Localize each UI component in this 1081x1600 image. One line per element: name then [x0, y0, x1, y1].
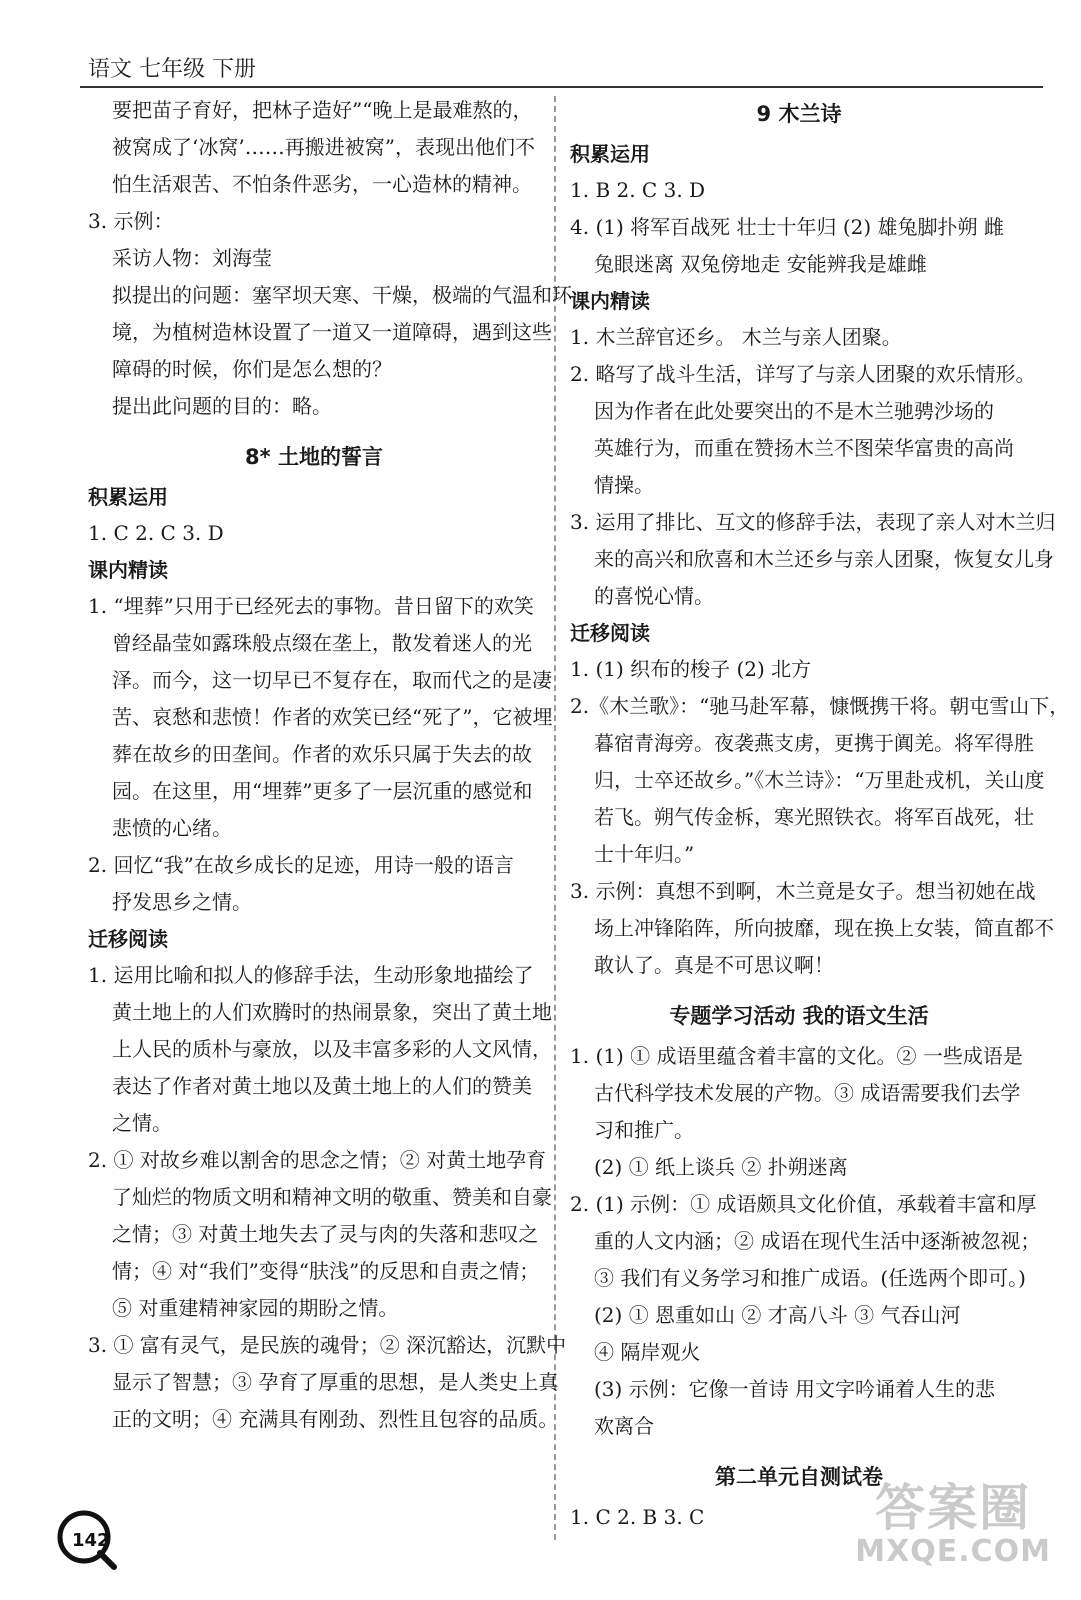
text-line: 2. ① 对故乡难以割舍的思念之情；② 对黄土地孕育 — [88, 1148, 547, 1172]
text-line: 场上冲锋陷阵，所向披靡，现在换上女装，简直都不 — [594, 916, 1054, 940]
right-column — [570, 92, 1070, 1536]
section-heading: 积累运用 — [88, 485, 168, 509]
text-line: 1. (1) 织布的梭子 (2) 北方 — [570, 657, 812, 681]
text-line: (3) 示例：它像一首诗 用文字吟诵着人生的悲 — [594, 1377, 996, 1401]
text-line: 境，为植树造林设置了一道又一道障碍，遇到这些 — [112, 320, 552, 344]
header-rule — [80, 86, 1043, 88]
text-line: 3. 示例： — [88, 209, 174, 233]
section-heading: 迁移阅读 — [570, 621, 650, 645]
text-line: 表达了作者对黄土地以及黄土地上的人们的赞美 — [112, 1074, 532, 1098]
text-line: 1. “埋葬”只用于已经死去的事物。昔日留下的欢笑 — [88, 594, 534, 618]
text-line: 显示了智慧；③ 孕育了厚重的思想，是人类史上真 — [112, 1370, 559, 1394]
text-line: 1. 木兰辞官还乡。 木兰与亲人团聚。 — [570, 325, 902, 349]
text-line: 正的文明；④ 充满具有刚劲、烈性且包容的品质。 — [112, 1407, 559, 1431]
text-line: 园。在这里，用“埋葬”更多了一层沉重的感觉和 — [112, 779, 533, 803]
text-line: 归，士卒还故乡。”《木兰诗》：“万里赴戎机，关山度 — [594, 768, 1045, 792]
section-heading: 积累运用 — [570, 142, 650, 166]
text-line: 拟提出的问题：塞罕坝天寒、干燥，极端的气温和环 — [112, 283, 572, 307]
text-line: 因为作者在此处要突出的不是木兰驰骋沙场的 — [594, 399, 994, 423]
text-line: 黄土地上的人们欢腾时的热闹景象，突出了黄土地 — [112, 1000, 552, 1024]
section-heading: 课内精读 — [88, 558, 168, 582]
text-line: 士十年归。” — [594, 842, 695, 866]
text-line: 2. 略写了战斗生活，详写了与亲人团聚的欢乐情形。 — [570, 362, 1036, 386]
text-line: 1. C 2. B 3. C — [570, 1505, 705, 1529]
text-line: 古代科学技术发展的产物。③ 成语需要我们去学 — [594, 1081, 1021, 1105]
section-title: 专题学习活动 我的语文生活 — [669, 1004, 929, 1028]
text-line: 习和推广。 — [594, 1118, 694, 1142]
text-line: 葬在故乡的田垄间。作者的欢乐只属于失去的故 — [112, 742, 532, 766]
text-line: 障碍的时候，你们是怎么想的？ — [112, 357, 392, 381]
text-line: 悲愤的心绪。 — [112, 816, 232, 840]
text-line: 4. (1) 将军百战死 壮士十年归 (2) 雄兔脚扑朔 雌 — [570, 215, 1004, 239]
text-line: 要把苗子育好，把林子造好”“晚上是最难熬的， — [112, 98, 533, 122]
watermark-logo — [855, 1480, 1051, 1568]
text-line: 怕生活艰苦、不怕条件恶劣，一心造林的精神。 — [112, 172, 532, 196]
text-line: (2) ① 纸上谈兵 ② 扑朔迷离 — [594, 1155, 848, 1179]
text-line: 2. 回忆“我”在故乡成长的足迹，用诗一般的语言 — [88, 853, 514, 877]
page-header: 语文 七年级 下册 — [88, 57, 256, 82]
left-column — [88, 92, 572, 1438]
text-line: 泽。而今，这一切早已不复存在，取而代之的是凄 — [112, 668, 552, 692]
section-title: 第二单元自测试卷 — [715, 1465, 883, 1489]
watermark-top: 答案圈 — [875, 1479, 1032, 1537]
text-line: 情操。 — [594, 473, 654, 497]
section-heading: 课内精读 — [570, 289, 650, 313]
section-heading: 迁移阅读 — [88, 927, 168, 951]
text-line: 2. (1) 示例：① 成语颇具文化价值，承载着丰富和厚 — [570, 1192, 1037, 1216]
text-line: ⑤ 对重建精神家园的期盼之情。 — [112, 1296, 399, 1320]
text-line: 苦、哀愁和悲愤！作者的欢笑已经“死了”，它被埋 — [112, 705, 553, 729]
text-line: 情；④ 对“我们”变得“肤浅”的反思和自责之情； — [112, 1259, 540, 1283]
watermark-bottom: MXQE.COM — [855, 1534, 1051, 1569]
text-line: 曾经晶莹如露珠般点缀在垄上，散发着迷人的光 — [112, 631, 532, 655]
text-line: 3. 示例：真想不到啊，木兰竟是女子。想当初她在战 — [570, 879, 1036, 903]
text-line: 1. B 2. C 3. D — [570, 178, 706, 202]
text-line: 敢认了。真是不可思议啊！ — [594, 953, 834, 977]
text-line: ④ 隔岸观火 — [594, 1340, 701, 1364]
text-line: 3. ① 富有灵气，是民族的魂骨；② 深沉豁达，沉默中 — [88, 1333, 567, 1357]
section-title: 9 木兰诗 — [756, 102, 842, 126]
text-line: ③ 我们有义务学习和推广成语。(任选两个即可。) — [594, 1266, 1026, 1290]
text-line: 欢离合 — [594, 1414, 654, 1438]
text-line: (2) ① 恩重如山 ② 才高八斗 ③ 气吞山河 — [594, 1303, 961, 1327]
text-line: 提出此问题的目的：略。 — [112, 394, 332, 418]
text-line: 暮宿青海旁。夜袭燕支虏，更携于阗羌。将军得胜 — [594, 731, 1034, 755]
page-number: 142 — [72, 1530, 110, 1551]
text-line: 上人民的质朴与豪放，以及丰富多彩的人文风情， — [112, 1037, 552, 1061]
text-line: 兔眼迷离 双兔傍地走 安能辨我是雄雌 — [594, 252, 927, 276]
text-line: 1. 运用比喻和拟人的修辞手法，生动形象地描绘了 — [88, 963, 534, 987]
text-line: 1. (1) ① 成语里蕴含着丰富的文化。② 一些成语是 — [570, 1044, 1023, 1068]
text-line: 2.《木兰歌》：“驰马赴军幕，慷慨携干将。朝屯雪山下， — [570, 694, 1070, 718]
text-line: 英雄行为，而重在赞扬木兰不图荣华富贵的高尚 — [594, 436, 1014, 460]
text-line: 3. 运用了排比、互文的修辞手法，表现了亲人对木兰归 — [570, 510, 1056, 534]
text-line: 重的人文内涵；② 成语在现代生活中逐渐被忽视； — [594, 1229, 1041, 1253]
section-title: 8* 土地的誓言 — [245, 445, 383, 469]
text-line: 之情；③ 对黄土地失去了灵与肉的失落和悲叹之 — [112, 1222, 539, 1246]
text-line: 抒发思乡之情。 — [112, 890, 252, 914]
text-line: 被窝成了‘冰窝’……再搬进被窝”，表现出他们不 — [112, 135, 535, 159]
text-line: 采访人物：刘海莹 — [112, 246, 272, 270]
text-line: 若飞。朔气传金柝，寒光照铁衣。将军百战死，壮 — [594, 805, 1034, 829]
text-line: 之情。 — [112, 1111, 172, 1135]
text-line: 了灿烂的物质文明和精神文明的敬重、赞美和自豪 — [112, 1185, 552, 1209]
text-line: 来的高兴和欣喜和木兰还乡与亲人团聚，恢复女儿身 — [594, 547, 1054, 571]
text-line: 1. C 2. C 3. D — [88, 521, 224, 545]
text-line: 的喜悦心情。 — [594, 584, 714, 608]
